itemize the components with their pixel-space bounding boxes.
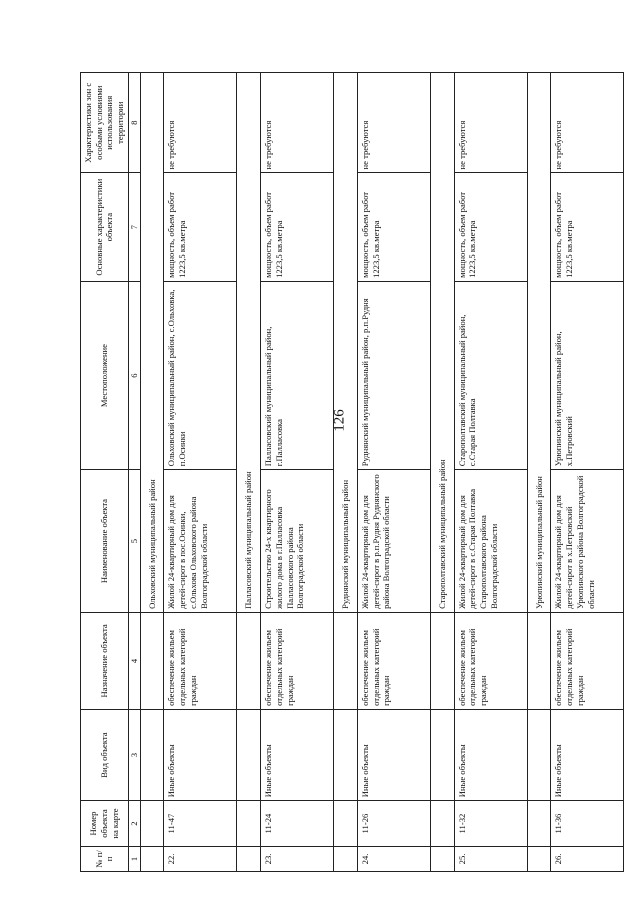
object-name: Жилой 24-квартирный дом для детей-сирот в х.Петровский Урюпинского района Волгоградской области — [551, 470, 624, 613]
column-number: 6 — [128, 281, 140, 469]
row-number: 25. — [454, 846, 527, 871]
object-type: Иные объекты — [261, 709, 334, 800]
object-code: 11-47 — [164, 801, 237, 847]
objects-table — [80, 72, 624, 872]
column-number: 5 — [128, 470, 140, 613]
object-name: Строительство 24-х квартирного жилого дома в г.Палласовка Палласовского района Волгоградской области — [261, 470, 334, 613]
object-characteristics: мощность, объем работ 1223,5 кв.метра — [551, 173, 624, 281]
district-title: Урюпинский муниципальный район — [527, 73, 551, 613]
page-number: 126 — [331, 409, 348, 432]
table-row — [357, 73, 430, 872]
table-row — [164, 73, 237, 872]
object-type: Иные объекты — [164, 709, 237, 800]
object-code: 11-36 — [551, 801, 624, 847]
object-type: Иные объекты — [357, 709, 430, 800]
object-zones: не требуются — [357, 73, 430, 173]
rotated-table-container — [80, 72, 596, 872]
object-purpose: обеспечение жильем отдельных категорий граждан — [261, 612, 334, 709]
header-row — [81, 73, 129, 872]
column-number-row — [128, 73, 140, 872]
object-code: 11-32 — [454, 801, 527, 847]
row-number: 24. — [357, 846, 430, 871]
object-name: Жилой 24-квартирный дом для детей-сирот в пос.Осинки, с.Ольхова Ольховского района Волгоградской области — [164, 470, 237, 613]
column-number: 3 — [128, 709, 140, 800]
object-location: Урюпинский муниципальный район, х.Петровский — [551, 281, 624, 469]
table-row — [454, 73, 527, 872]
district-title: Палласовский муниципальный район — [237, 73, 261, 613]
header-cell: Основные характеристики объекта — [81, 173, 129, 281]
object-purpose: обеспечение жильем отдельных категорий граждан — [551, 612, 624, 709]
column-number: 2 — [128, 801, 140, 847]
object-zones: не требуются — [164, 73, 237, 173]
header-cell: Назначение объекта — [81, 612, 129, 709]
object-code: 11-24 — [261, 801, 334, 847]
object-characteristics: мощность, объем работ 1223,5 кв.метра — [164, 173, 237, 281]
object-name: Жилой 24-квартирный дом для детей-сирот в р.п.Рудня Руднянского района Волгоградской области — [357, 470, 430, 613]
object-purpose: обеспечение жильем отдельных категорий граждан — [357, 612, 430, 709]
district-row — [237, 73, 261, 872]
district-title: Старополтавский муниципальный район — [430, 73, 454, 613]
header-cell: № п/п — [81, 846, 129, 871]
object-location: Руднянский муниципальный район, р.п.Рудня — [357, 281, 430, 469]
object-purpose: обеспечение жильем отдельных категорий граждан — [454, 612, 527, 709]
object-zones: не требуются — [454, 73, 527, 173]
header-cell: Наименование объекта — [81, 470, 129, 613]
object-type: Иные объекты — [454, 709, 527, 800]
object-zones: не требуются — [261, 73, 334, 173]
object-zones: не требуются — [551, 73, 624, 173]
column-number: 1 — [128, 846, 140, 871]
district-title: Руднянский муниципальный район — [334, 73, 358, 613]
object-name: Жилой 24-квартирный дом для детей-сирот в с.Старая Полтавка Старополтавского района Волгоградской области — [454, 470, 527, 613]
object-location: Ольховский муниципальный район, с.Ольховка, п.Осинки — [164, 281, 237, 469]
header-cell: Характеристики зон с особыми условиями использования территории — [81, 73, 129, 173]
table-row — [551, 73, 624, 872]
object-location: Старополтавский муниципальный район, с.Старая Полтавка — [454, 281, 527, 469]
row-number: 22. — [164, 846, 237, 871]
column-number: 7 — [128, 173, 140, 281]
object-code: 11-26 — [357, 801, 430, 847]
object-characteristics: мощность, объем работ 1223,5 кв.метра — [454, 173, 527, 281]
object-location: Палласовский муниципальный район, г.Палласовка — [261, 281, 334, 469]
district-row — [430, 73, 454, 872]
object-characteristics: мощность, объем работ 1223,5 кв.метра — [261, 173, 334, 281]
object-type: Иные объекты — [551, 709, 624, 800]
row-number: 26. — [551, 846, 624, 871]
header-cell: Местоположение — [81, 281, 129, 469]
district-row — [527, 73, 551, 872]
column-number: 4 — [128, 612, 140, 709]
district-title: Ольховский муниципальный район — [140, 73, 164, 613]
row-number: 23. — [261, 846, 334, 871]
object-purpose: обеспечение жильем отдельных категорий граждан — [164, 612, 237, 709]
header-cell: Номер объекта на карте — [81, 801, 129, 847]
header-cell: Вид объекта — [81, 709, 129, 800]
table-row — [261, 73, 334, 872]
object-characteristics: мощность, объем работ 1223,5 кв.метра — [357, 173, 430, 281]
district-row — [334, 73, 358, 872]
column-number: 8 — [128, 73, 140, 173]
district-row — [140, 73, 164, 872]
